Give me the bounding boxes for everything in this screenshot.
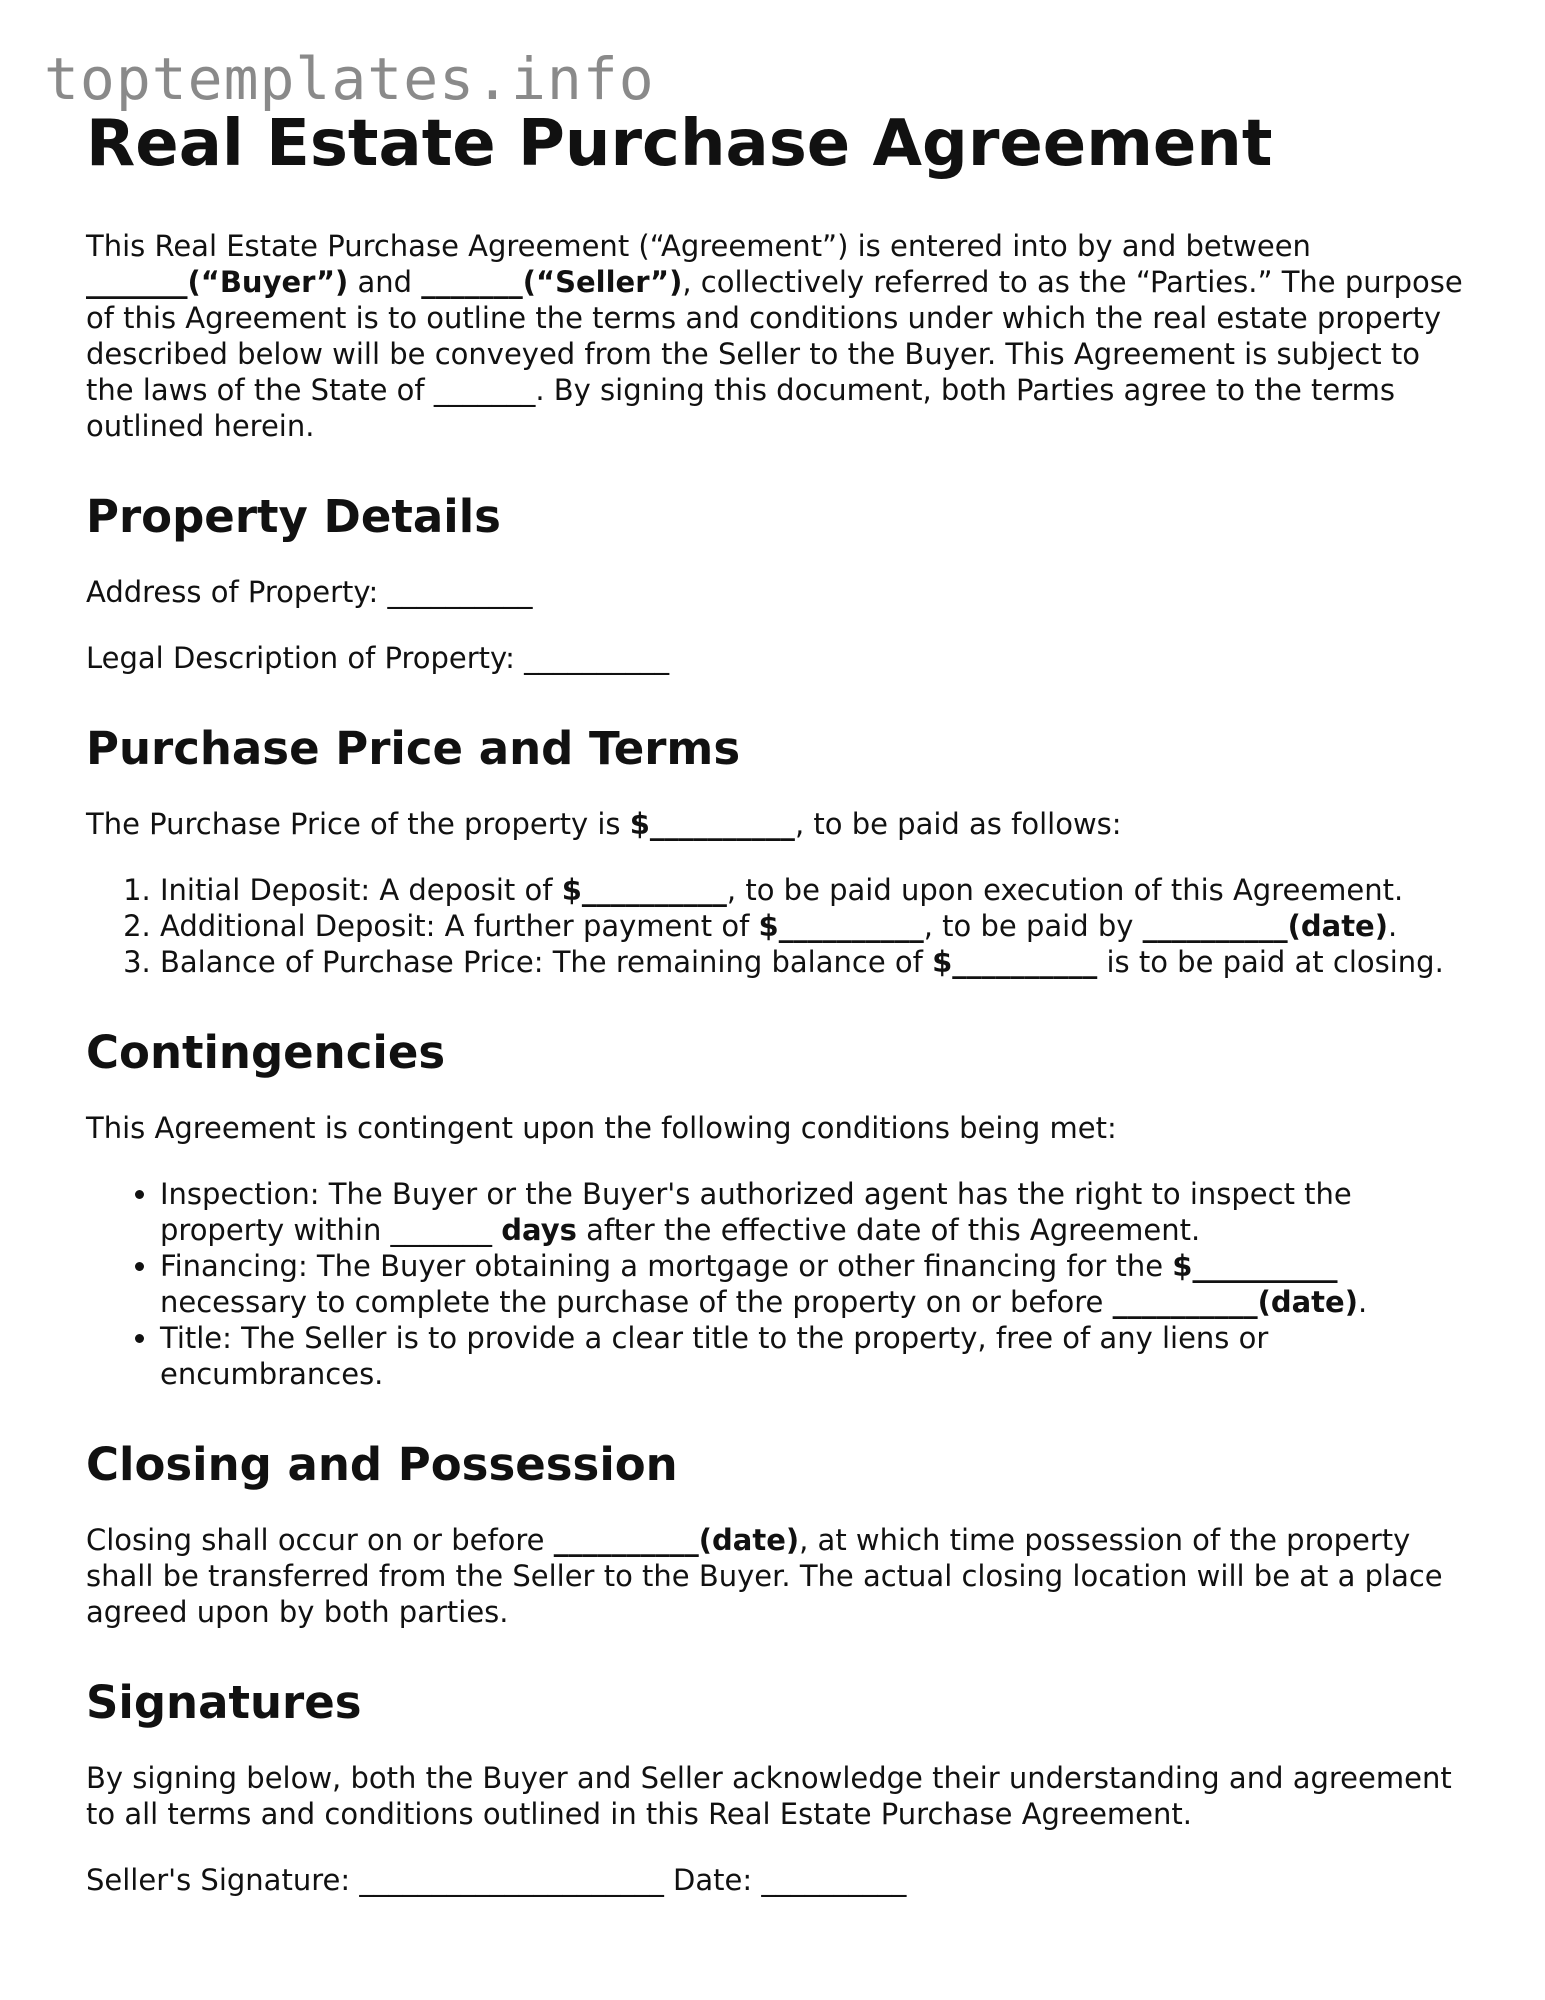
seller-signature-line: Seller's Signature: _____________________ Date: __________ — [86, 1862, 907, 1897]
additional-deposit-date: __________(date) — [1142, 908, 1388, 943]
signatures-paragraph: By signing below, both the Buyer and Seller acknowledge their understanding and agreement to all terms and conditions outlined in this Real Estate Purchase Agreement. — [86, 1760, 1452, 1831]
inspection-days: days — [501, 1212, 577, 1247]
intro-text-2: and — [348, 264, 422, 299]
price-text-2: , to be paid as follows: — [794, 806, 1122, 841]
financing-text-1: Financing: The Buyer obtaining a mortgage or other financing for the — [160, 1248, 1173, 1283]
list-item — [160, 1176, 1466, 1248]
legal-description-field: Legal Description of Property: __________ — [86, 640, 670, 675]
financing-text-2: necessary to complete the purchase of the property on or before — [160, 1284, 1113, 1319]
contingencies-heading: Contingencies — [86, 1025, 446, 1079]
financing-text-3: . — [1357, 1284, 1368, 1319]
buyer-blank: _______(“Buyer”) — [86, 264, 349, 299]
document-title: Real Estate Purchase Agreement — [86, 107, 1273, 181]
purchase-price-heading: Purchase Price and Terms — [86, 721, 741, 775]
signatures-heading: Signatures — [86, 1675, 362, 1729]
intro-text-1: This Real Estate Purchase Agreement (“Agreement”) is entered into by and between — [86, 228, 1311, 263]
item1-text-2: , to be paid upon execution of this Agreement. — [726, 872, 1404, 907]
closing-text-1: Closing shall occur on or before — [86, 1522, 554, 1557]
item3-text-2: is to be paid at closing. — [1097, 944, 1444, 979]
intro-text-3: , collectively referred to as the “Parties.” The purpose of this Agreement is to outline the terms and conditions under which the real estate property described below will be conveyed from the Seller to the Buyer. This Agreement is subject to the laws of the State of _______. By signing this document, both Parties agree to the terms outlined herein. — [86, 264, 1463, 443]
property-details-heading: Property Details — [86, 489, 501, 543]
contingencies-list — [86, 1176, 1466, 1392]
list-item — [160, 1248, 1466, 1320]
item3-text-1: Balance of Purchase Price: The remaining balance of — [160, 944, 933, 979]
closing-date: __________(date) — [553, 1522, 800, 1557]
document-body — [86, 108, 1466, 1928]
balance-blank: $__________ — [932, 944, 1098, 979]
closing-text-2: , at which time possession of the property shall be transferred from the Seller to the Buyer. The actual closing location will be at a place agreed upon by both parties. — [86, 1522, 1443, 1629]
list-item — [160, 872, 1466, 908]
initial-deposit-blank: $__________ — [561, 872, 727, 907]
financing-blank: $__________ — [1172, 1248, 1338, 1283]
item2-text-2: , to be paid by — [923, 908, 1143, 943]
closing-heading: Closing and Possession — [86, 1437, 678, 1491]
inspection-text-2: after the effective date of this Agreement. — [576, 1212, 1201, 1247]
closing-paragraph — [86, 1522, 1466, 1630]
intro-paragraph — [86, 228, 1466, 444]
address-field: Address of Property: __________ — [86, 574, 533, 609]
list-item: • Title: The Seller is to provide a clear title to the property, free of any liens or encumbrances. — [160, 1320, 1466, 1392]
purchase-price-paragraph — [86, 806, 1466, 842]
item1-text-1: Initial Deposit: A deposit of — [160, 872, 562, 907]
financing-date: __________(date) — [1112, 1284, 1358, 1319]
list-item — [160, 908, 1466, 944]
price-blank: $__________ — [629, 806, 795, 841]
watermark: toptemplates.info — [44, 45, 655, 113]
payment-terms-list — [86, 872, 1466, 980]
item2-text-1: Additional Deposit: A further payment of — [160, 908, 759, 943]
item2-text-3: . — [1387, 908, 1398, 943]
list-item — [160, 944, 1466, 980]
inspection-text-1: Inspection: The Buyer or the Buyer's authorized agent has the right to inspect the property within _______ — [160, 1176, 1352, 1247]
seller-blank: _______(“Seller”) — [421, 264, 683, 299]
contingencies-intro: This Agreement is contingent upon the following conditions being met: — [86, 1110, 1117, 1145]
price-text-1: The Purchase Price of the property is — [86, 806, 630, 841]
additional-deposit-blank: $__________ — [758, 908, 924, 943]
